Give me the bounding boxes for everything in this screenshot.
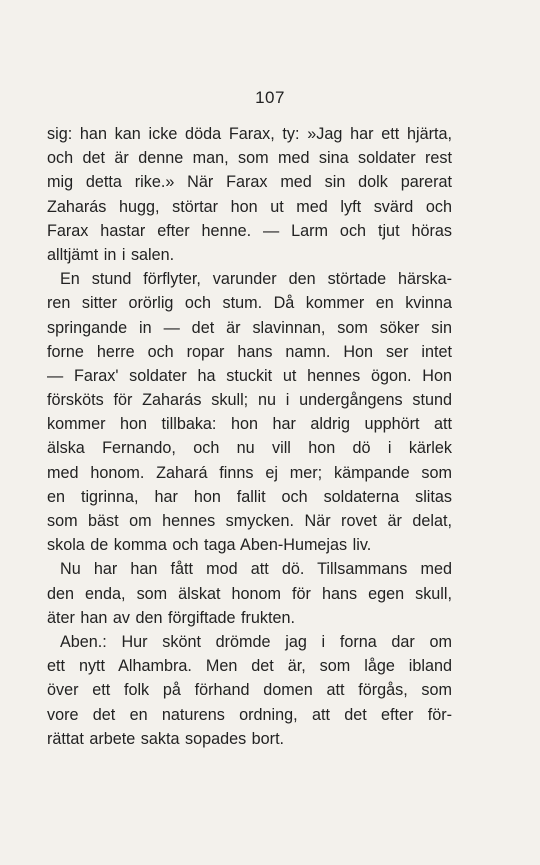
text-line: sig: han kan icke döda Farax, ty: »Jag har ett hjärta, [47, 125, 452, 143]
body-text [47, 122, 452, 751]
text-line: ett nytt Alhambra. Men det är, som låge ibland [47, 657, 452, 676]
text-line: och det är denne man, som med sina soldater rest [47, 149, 452, 168]
text-line: kommer hon tillbaka: hon har aldrig upphört att [47, 415, 452, 434]
page-number: 107 [255, 88, 285, 107]
text-line: den enda, som älskat honom för hans egen skull, [47, 584, 452, 603]
text-line: springande in — det är slavinnan, som söker sin [47, 318, 452, 337]
text-line: Zaharás hugg, störtar hon ut med lyft svärd och [47, 197, 452, 216]
text-line: som bäst om hennes smycken. När rovet är delat, [47, 512, 452, 530]
text-line: En stund förflyter, varunder den störtade härska- [60, 270, 452, 289]
text-line: älska Fernando, och nu vill hon dö i kärlek [47, 439, 452, 458]
text-line: en tigrinna, har hon fallit och soldaterna slitas [47, 487, 452, 506]
text-line: med honom. Zahará finns ej mer; kämpande som [47, 463, 452, 482]
text-line: Aben.: Hur skönt drömde jag i forna dar om [60, 632, 452, 651]
text-line: Farax hastar efter henne. — Larm och tjut höras [47, 221, 452, 240]
text-line: rättat arbete sakta sopades bort. [47, 729, 285, 748]
text-line: mig detta rike.» När Farax med sin dolk parerat [47, 173, 452, 192]
text-line: alltjämt in i salen. [47, 245, 175, 264]
text-line: äter han av den förgiftade frukten. [47, 608, 295, 627]
text-line: försköts för Zaharás skull; nu i undergångens stund [47, 391, 452, 410]
text-line: ren sitter orörlig och stum. Då kommer en kvinna [47, 294, 452, 313]
text-line: Nu har han fått mod att dö. Tillsammans med [60, 560, 452, 579]
text-line: över ett folk på förhand domen att förgås, som [47, 681, 452, 700]
text-line: skola de komma och taga Aben-Humejas liv. [47, 536, 372, 555]
text-line: forne herre och ropar hans namn. Hon ser intet [47, 342, 452, 361]
text-line: vore det en naturens ordning, att det efter för- [47, 705, 452, 724]
text-line: — Farax' soldater ha stuckit ut hennes ögon. Hon [47, 366, 452, 385]
